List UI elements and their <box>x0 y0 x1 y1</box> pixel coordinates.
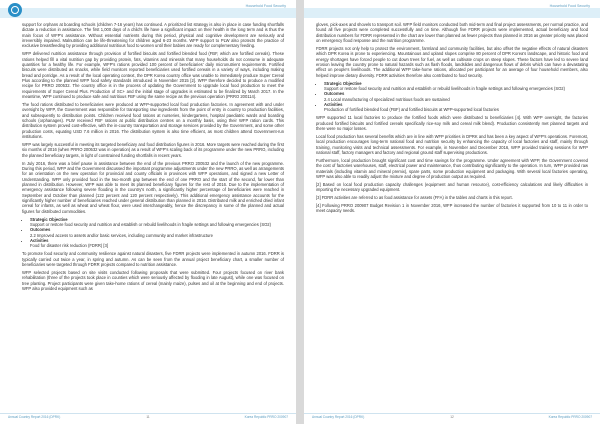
list-item <box>324 91 588 102</box>
page-number: 12 <box>450 415 454 419</box>
footer-report-title: Annual Country Report 2016 (DPRK) <box>8 415 61 419</box>
paragraph: FDRR projects not only help to protect the environment, farmland and community facilities, but also offset the negative effects of natural disasters which DPR Korea is prone to experiencing. Mountainous and upland slopes comprise 80 percent of DPR Korea's landscape, and historic food and energy shortages have forced people to cut down trees for fuel, as well as cultivate crops on steep slopes. These factors have led to severe land erosion leaving the country prone to natural hazards such as flash floods, landslides and dangerous flows of debris which can have a devastating effect on people's livelihoods. The additional WFP take-home rations, allocated per participant for an average of four household members, also helped improve dietary diversity. FDRR activities therefore also contributed to food security. <box>316 45 588 78</box>
paragraph: To promote food security and community resilience against natural disasters, five FDRR projects were implemented in autumn 2016. FDRR is typically carried out twice a year, in spring and autumn. As can be seen from the annual project beneficiary chart, a smaller number of beneficiaries were targeted through FDRR projects compared to nutrition assistance. <box>22 251 284 267</box>
footer-rule <box>304 413 600 414</box>
header-band <box>304 8 600 18</box>
list-item-label: Strategic Objective <box>324 80 362 86</box>
header-band <box>0 8 296 18</box>
list-item-text: 2.4 Local manufacturing of specialized nutritious foods are sustained <box>324 96 450 102</box>
paragraph: support for orphans at boarding schools (children 7-16 years) has continued. A prioritized list strategy is also in place in case funding shortfalls dictate a reduction in assistance. The first 1,000 days of a child's life have a significant impact on their health in the long term and is thus the main focus of WFP's assistance. Without essential nutrients during this period, physical and cognitive development are seriously and irreversibly impaired. Malnutrition can be life-threatening for children aged 6-23 months. WFP support to PLW also protects the practice of exclusive breastfeeding by providing additional nutritious food to women until their babies are ready for complementary feeding. <box>22 22 284 49</box>
list-item-label: Activities <box>324 102 343 107</box>
page-body-left <box>22 22 284 412</box>
paragraph: [4] Following PRRO 200907 Budget Revision 1 in November 2016, WFP increased the number of factories it supported from 10 to 11 in order to meet capacity needs. <box>316 203 588 214</box>
paragraph: gloves, pick-axes and shovels to transport soil. WFP field monitors conducted both mid-term and final project assessments, per normal practice, and found all five projects were completed successfully and on time. Although five FDRR projects were implemented, actual beneficiary and food distribution numbers for FDRR represented in the chart are lower than planned as fewer projects than planned in 2016 as greater priority was placed on emergency flood response and the nutrition programme. <box>316 22 588 44</box>
paragraph: Local food production has several benefits which are in line with WFP priorities in DPRK and has been a key aspect of WFP's operations. Foremost, local production encourages long-term national food and nutrition security by enhancing the capacity of local factories and staff, mainly through training, monitoring visits and technical assessments. For example, in November and December 2016, WFP provided training sessions for WFP national staff, factory managers and factory and regional ground staff supervising productions. <box>316 133 588 155</box>
page-footer <box>304 415 600 421</box>
paragraph: WFP selected projects based on site visits conducted following proposals that were submitted. Four projects focused on river bank rehabilitation (three of the projects took place in counties which were seriously affected by flooding in late August), while one was focused on tree planting. Project participants were given take-home rations of cereal (mainly maize), pulses and oil at the beginning and end of projects. WFP also provided equipment such as <box>22 269 284 291</box>
footer-project-id: Korea Republic PRRO 200907 <box>244 415 288 419</box>
list-item-label: Outcomes <box>324 91 345 97</box>
list-item <box>324 81 588 92</box>
paragraph: [2] Based on local food production capacity challenges (equipment and human resource), cost-efficiency calculations and likely difficulties in importing the necessary upgraded equipment. <box>316 181 588 193</box>
list-item <box>324 102 588 113</box>
footer-rule <box>0 413 296 414</box>
paragraph: WFP was largely successful in meeting its targeted beneficiary and food distribution figures in 2016. More targets were reached during the first six months of 2016 (when PRRO 200532 was in operation) as a result of WFP's scaling back of its programme under the new PRRO, including the planned beneficiary targets, in light of constrained funding shortfalls in recent years. <box>22 142 284 158</box>
paragraph: WFP supported 11 local factories to produce the fortified foods which were distributed to beneficiaries [4]. With WFP oversight, the factories produced fortified biscuits and fortified cereals specifically rice-soy milk and cereal milk blend). Production consistently met planned targets and there were no major losses. <box>316 115 588 131</box>
page-right <box>304 0 600 424</box>
page-body-right <box>316 22 588 412</box>
list-item-label: Activities <box>30 238 49 244</box>
list-item-text: Support or restore food security and nutrition and establish or rebuild livelihoods in fragile settings and following emergencies (SO2) <box>30 222 271 227</box>
page-footer <box>0 415 296 421</box>
objective-list <box>22 217 284 249</box>
list-item <box>30 217 284 228</box>
list-item <box>30 227 284 238</box>
running-header: Household Food Security <box>549 4 590 8</box>
list-item-text: Food for disaster risk reduction (FDRR) [3] <box>30 243 109 249</box>
paragraph: Furthermore, local production brought significant cost and time savings for the programme. Under agreement with WFP, the Government covered the cost of factories warehouses, staff, electrical power and maintenance, thus contributing significantly to the operation. In turn, WFP provided raw materials (including vitamin and mineral premix), spare parts, some production equipment and packaging. With several local factories operating, WFP was also able to readily adjust the mixture and degree of production output as required. <box>316 157 588 179</box>
page-left <box>0 0 296 424</box>
objective-list <box>316 81 588 113</box>
list-item <box>30 238 284 249</box>
paragraph: [3] FDRR activities are referred to as food assistance for assets (FFA) in the tables and charts in this report. <box>316 195 513 201</box>
running-header: Household Food Security <box>245 4 286 8</box>
list-item-text: Support or restore food security and nutrition and establish or rebuild livelihoods in fragile settings and following emergencies (SO2) <box>324 85 565 91</box>
paragraph: WFP delivered nutrition assistance through provision of fortified biscuits and fortified blended food (FBF, which are fortified cereals). These rations helped fill a vital nutrition gap by providing protein, fats, vitamins and minerals that many households do not consume in adequate quantities for a healthy life. For example, WFP's rations provided 100 percent of beneficiaries' daily micronutrient requirements. Fortified biscuits were distributed as snacks, while field monitors reported beneficiaries used fortified cereals in a variety of ways, including making bread and porridge. As a result of the local operating context, the DPR Korea country office was unable to immediately produce Super Cereal Plus according to the planned WFP food safety standards introduced in November 2015 [2]. WFP therefore decided to produce a modified recipe for PRRO 200532. The country office is in the process of updating the Government to upgrade local food production to meet the requirements of Super Cereal Plus. Production of SC+ and the initial stage of upgrades is estimated to be finalized by March 2017. In the meantime, WFP continued to produce safe and nutritious FBF using the same recipe as the previous operation (PRRO 200114). <box>22 51 284 100</box>
list-item-label: Strategic Objective <box>30 216 68 222</box>
list-item-text: 2.2 Improved access to assets and/or basic services, including community and market infrastructure <box>30 232 213 238</box>
page-number: 11 <box>146 415 150 419</box>
list-item-text: Production of fortified blended food (FBF) and fortified biscuits at WFP-supported local factories <box>324 107 499 113</box>
footer-report-title: Annual Country Report 2016 (DPRK) <box>312 415 365 419</box>
paragraph: The food rations distributed to beneficiaries were produced at WFP-supported local food production factories. In agreement with and under oversight by WFP, the Government was responsible for transporting raw ingredients from the point of entry in country to production facilities, and subsequently to distribution points. Children received food rations at nurseries, kindergartens, hospital paediatric wards and boarding schools (orphanages). PLW received FBF rations at public distribution centres on a monthly basis, using their WFP ration cards. This distribution system proved cost-effective, with the in-country transportation and storage services provided by the Government, and some other production costs, equating USD 7.6 million in 2016. The distribution system is also time efficient, as most children attend Government-run institutions. <box>22 102 284 140</box>
footer-project-id: Korea Republic PRRO 200907 <box>548 415 592 419</box>
wfp-logo-icon <box>8 3 22 17</box>
list-item-label: Outcomes <box>30 227 51 233</box>
paragraph: In July 2016, there was a brief pause in assistance between the end of the previous PRRO 200532 and the launch of the new programme. During this period, WFP and the Government discussed the important programme adjustments under the new PRRO, as well as arrangements for an orientation on the new operation for provincial and county officials in provinces with WFP operations, and signed a new Letter of Understanding. WFP only provided food in the two-month gap between the end of one PRRO and the start of the second, far lower than planned in distribution. However, WFP was able to meet its planned beneficiary figures for the rest of 2016. Due to the implementation of emergency assistance following severe flooding in the country's north, a significantly higher percentage of beneficiaries were reached in September and October than planned (122 percent and 120 percent respectively). This additional emergency assistance accounts for the significantly higher number of beneficiaries reached under general distribution than planned in 2016. Distributed milk and enriched dried infant cereal for infants, as well as wheat and wheat flour, were used interchangeably, hence the discrepancy in some of the planned and actual figures for distributed commodities. <box>22 160 284 214</box>
